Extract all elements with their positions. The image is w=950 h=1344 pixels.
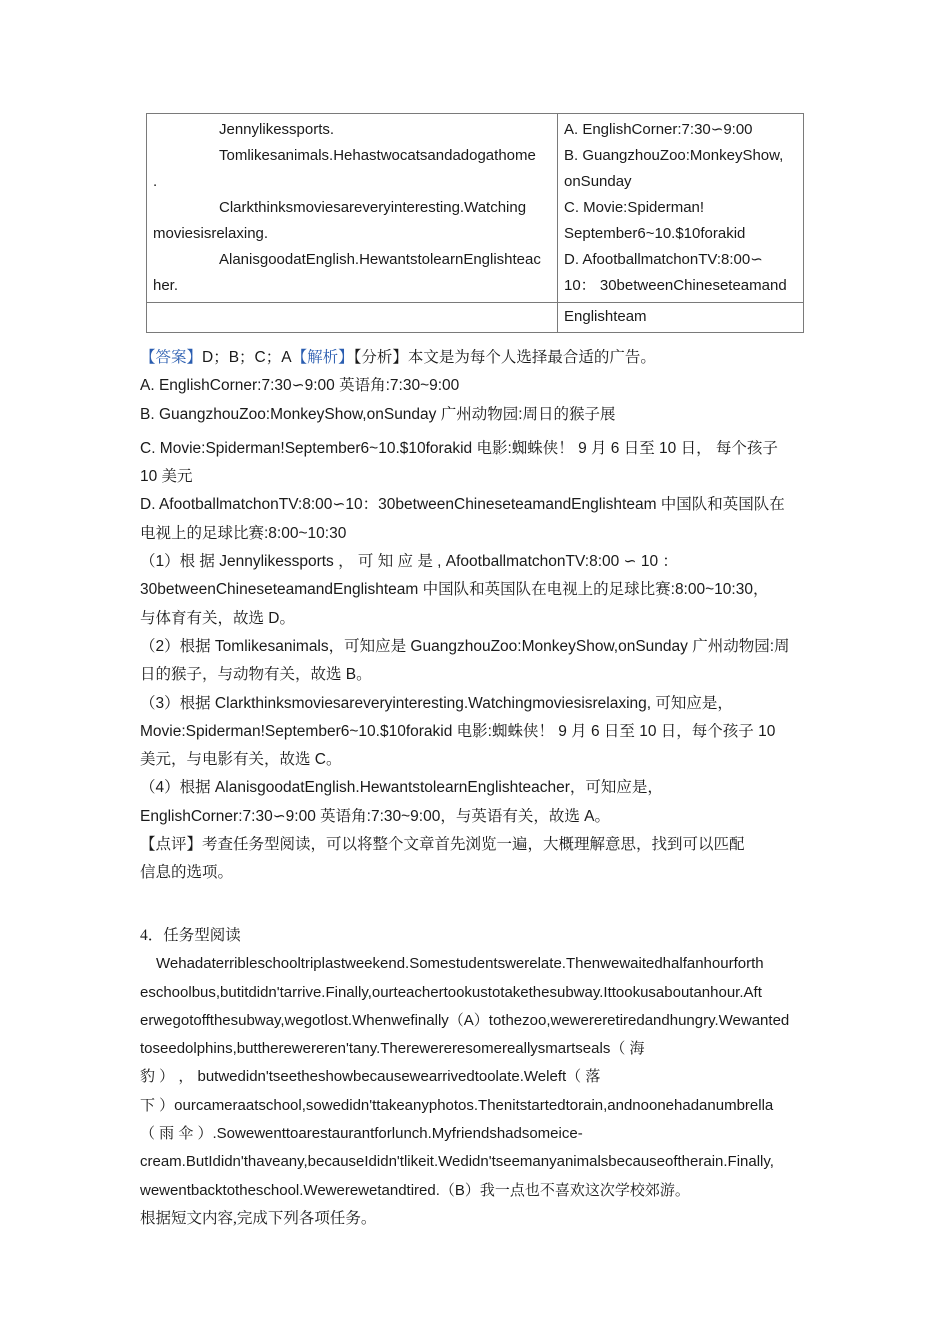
explain-b: B. GuangzhouZoo:MonkeyShow,onSunday 广州动物园:周日的猴子展: [140, 405, 616, 423]
option-d-end-cell: Englishteam: [558, 303, 804, 333]
explain-d: D. AfootballmatchonTV:8:00∽10：30betweenChineseteamandEnglishteam 中国队和英国队在: [140, 496, 785, 514]
people-cell: [147, 114, 558, 303]
option-d: D. AfootballmatchonTV:8:00∽: [564, 251, 763, 268]
answer-tag: 【答案】: [140, 349, 203, 366]
comment-line: 【点评】考查任务型阅读，可以将整个文章首先浏览一遍，大概理解意思，找到可以匹配: [140, 836, 745, 854]
passage-line: Wehadaterribleschooltriplastweekend.Somestudentswerelate.Thenwewaitedhalfanhourforth: [156, 955, 764, 973]
person-clark-cont: moviesisrelaxing.: [153, 225, 269, 242]
passage-line: 豹 ） ， butwedidn'tseetheshowbecausewearrivedtoolate.Weleft（ 落: [140, 1068, 601, 1086]
person-alan: AlanisgoodatEnglish.HewantstolearnEnglishteac: [219, 251, 541, 268]
explanation-block: [140, 344, 812, 888]
person-tom-cont: .: [153, 173, 158, 190]
question-3-cont: Movie:Spiderman!September6~10.$10forakid 电影:蜘蛛侠！ 9 月 6 日至 10 日，每个孩子 10: [140, 722, 776, 740]
option-c-cont: September6~10.$10forakid: [564, 225, 746, 242]
passage-line: wewentbacktotheschool.Wewerewetandtired.（B）我一点也不喜欢这次学校郊游。: [140, 1181, 690, 1199]
question-1-end: 与体育有关，故选 D。: [140, 609, 296, 627]
option-a: A. EnglishCorner:7:30∽9:00: [564, 121, 753, 138]
question-4: （4）根据 AlanisgoodatEnglish.HewantstolearnEnglishteacher，可知应是，: [140, 779, 663, 797]
person-tom: Tomlikesanimals.Hehastwocatsandadogathome: [219, 147, 536, 164]
question-1-cont: 30betweenChineseteamandEnglishteam 中国队和英国队在电视上的足球比赛:8:00~10:30，: [140, 581, 769, 599]
option-b: B. GuangzhouZoo:MonkeyShow,: [564, 147, 784, 164]
comment-line-cont: 信息的选项。: [140, 864, 234, 882]
analysis-tag: 【解析】: [291, 349, 354, 366]
section-heading: 4．任务型阅读: [140, 927, 241, 944]
passage-line: toseedolphins,buttherewereren'tany.Therewereresomereallysmartseals（ 海: [140, 1040, 645, 1058]
passage-line: cream.ButIdidn'thaveany,becauseIdidn'tlikeit.Wedidn'tseemanyanimalsbecauseoftherain.Finally,: [140, 1153, 774, 1171]
question-4-cont: EnglishCorner:7:30∽9:00 英语角:7:30~9:00，与英语有关，故选 A。: [140, 807, 610, 825]
section-4: [140, 922, 812, 1233]
question-2: （2）根据 Tomlikesanimals，可知应是 GuangzhouZoo:MonkeyShow,onSunday 广州动物园:周: [140, 637, 790, 655]
reading-passage: [140, 950, 812, 1205]
passage-line: 下 ）ourcameraatschool,sowedidn'ttakeanyphotos.Thenitstartedtorain,andnoonehadanumbrella: [140, 1096, 774, 1114]
question-3: （3）根据 Clarkthinksmoviesareveryinteresting.Watchingmoviesisrelaxing, 可知应是，: [140, 694, 733, 712]
option-d-cont: 10： 30betweenChineseteamand: [564, 277, 787, 294]
matching-table: [146, 113, 804, 333]
analysis-text: 【分析】本文是为每个人选择最合适的广告。: [353, 349, 656, 366]
answer-text: D；B；C；A: [202, 349, 292, 366]
explain-c: C. Movie:Spiderman!September6~10.$10forakid 电影:蜘蛛侠！ 9 月 6 日至 10 日， 每个孩子: [140, 439, 778, 457]
option-b-cont: onSunday: [564, 173, 632, 190]
passage-line: erwegotoffthesubway,wegotlost.Whenwefinally（A）tothezoo,wewereretiredandhungry.Wewanted: [140, 1011, 790, 1029]
passage-line: （ 雨 伞 ）.Sowewenttoarestaurantforlunch.Myfriendshadsomeice-: [140, 1125, 583, 1143]
question-2-cont: 日的猴子，与动物有关，故选 B。: [140, 666, 372, 684]
person-alan-cont: her.: [153, 277, 179, 294]
question-1: （1）根 据 Jennylikessports ， 可 知 应 是 , AfootballmatchonTV:8:00 ∽ 10 ：: [140, 553, 678, 571]
table-row: [147, 303, 804, 333]
explain-a: A. EnglishCorner:7:30∽9:00 英语角:7:30~9:00: [140, 377, 460, 395]
passage-line: eschoolbus,butitdidn'tarrive.Finally,ourteachertookustotakethesubway.Ittookusaboutanhour.Aft: [140, 983, 762, 1001]
table-row: [147, 114, 804, 303]
task-instruction: 根据短文内容,完成下列各项任务。: [140, 1209, 377, 1227]
question-3-end: 美元，与电影有关，故选 C。: [140, 751, 342, 769]
empty-cell: [147, 303, 558, 333]
person-clark: Clarkthinksmoviesareveryinteresting.Watching: [219, 199, 527, 216]
explain-d-cont: 电视上的足球比赛:8:00~10:30: [140, 524, 347, 542]
option-c: C. Movie:Spiderman!: [564, 199, 705, 216]
explain-c-cont: 10 美元: [140, 468, 193, 486]
person-jenny: Jennylikessports.: [219, 121, 335, 138]
options-cell: [558, 114, 804, 303]
answer-line: [140, 344, 812, 372]
